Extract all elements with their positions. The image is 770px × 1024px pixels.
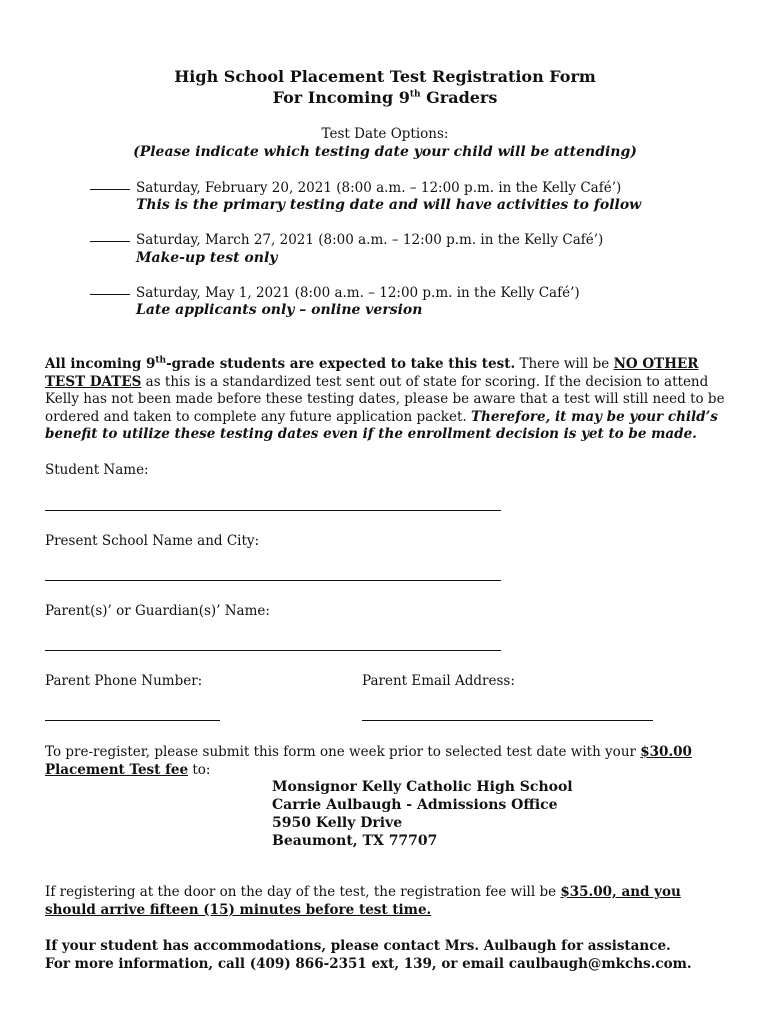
test-date-heading: Test Date Options: [321,126,449,142]
school-label: Present School Name and City: [45,533,260,549]
school-field[interactable] [45,580,501,581]
accommodations-line: If your student has accommodations, please contact Mrs. Aulbaugh for assistance. [45,938,671,954]
guardian-field[interactable] [45,650,501,651]
option-1-checkbox-line[interactable] [90,189,130,190]
student-name-field[interactable] [45,510,501,511]
test-date-option-2: Saturday, March 27, 2021 (8:00 a.m. – 12:00 p.m. in the Kelly Café’) [90,232,603,248]
phone-label: Parent Phone Number: [45,673,203,689]
test-date-option-3: Saturday, May 1, 2021 (8:00 a.m. – 12:00 p.m. in the Kelly Café’) [90,285,580,301]
address-line-1: Monsignor Kelly Catholic High School [272,779,573,795]
address-line-2: Carrie Aulbaugh - Admissions Office [272,797,558,813]
form-title: High School Placement Test Registration Form [174,67,596,86]
address-line-3: 5950 Kelly Drive [272,815,403,831]
door-registration-text: If registering at the door on the day of the test, the registration fee will be $35.00, and you should arrive fifteen (15) minutes before test time. [45,884,681,918]
email-label: Parent Email Address: [362,673,515,689]
option-2-checkbox-line[interactable] [90,241,130,242]
test-date-option-1-note: This is the primary testing date and will have activities to follow [136,197,642,213]
contact-info [45,938,730,973]
test-date-instruction: (Please indicate which testing date your child will be attending) [133,144,637,160]
test-date-option-2-note: Make-up test only [136,250,278,266]
pre-register-text: To pre-register, please submit this form one week prior to selected test date with your $30.00 Placement Test fee to: [45,744,692,778]
address-line-4: Beaumont, TX 77707 [272,833,438,849]
mailing-address [272,778,573,850]
test-date-option-1: Saturday, February 20, 2021 (8:00 a.m. – 12:00 p.m. in the Kelly Café’) [90,180,621,196]
phone-field[interactable] [45,720,220,721]
student-name-label: Student Name: [45,462,149,478]
option-3-checkbox-line[interactable] [90,294,130,295]
notice-paragraph: All incoming 9th-grade students are expected to take this test. There will be NO OTHER TEST DATES as this is a standardized test sent out of state for scoring. If the decision to attend Kelly has not been made before these testing dates, please be aware that a test will still need to be ordered and taken to complete any future application packet. Therefore, it may be your child’s benefit to utilize these testing dates even if the enrollment decision is yet to be made. [45,355,725,442]
test-date-option-3-note: Late applicants only – online version [136,302,423,318]
form-subtitle: For Incoming 9th Graders [272,88,498,107]
more-info-line: For more information, call (409) 866-2351 ext, 139, or email caulbaugh@mkchs.com. [45,955,692,972]
guardian-label: Parent(s)’ or Guardian(s)’ Name: [45,603,270,619]
email-field[interactable] [362,720,653,721]
